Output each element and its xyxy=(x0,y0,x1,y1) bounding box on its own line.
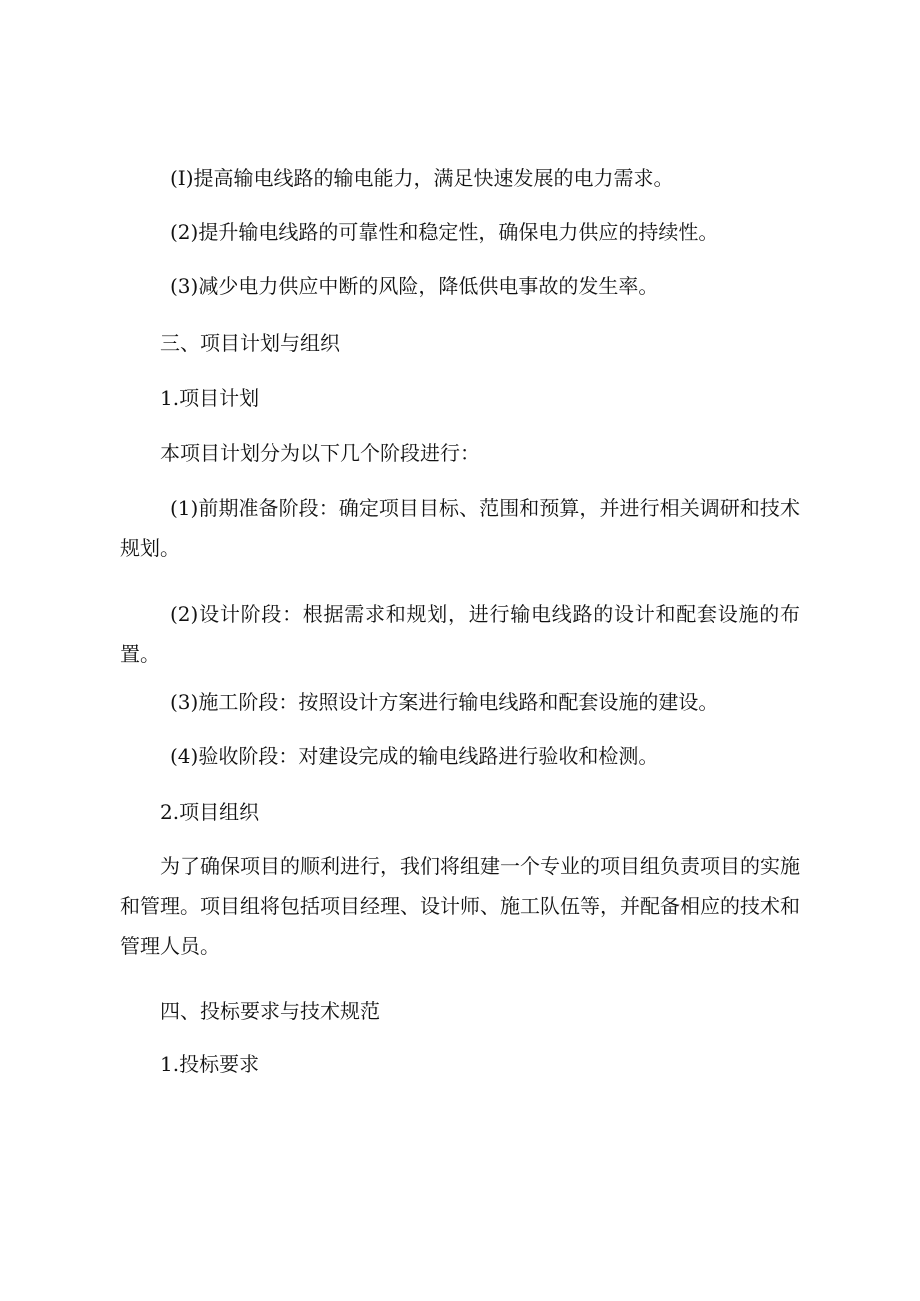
phase-item-2: (2)设计阶段：根据需求和规划，进行输电线路的设计和配套设施的布置。 xyxy=(120,602,800,666)
phase-item-3: (3)施工阶段：按照设计方案进行输电线路和配套设施的建设。 xyxy=(170,690,719,714)
section-heading-3: 三、项目计划与组织 xyxy=(160,331,340,355)
phase-item-4: (4)验收阶段：对建设完成的输电线路进行验收和检测。 xyxy=(170,744,659,768)
plan-intro: 本项目计划分为以下几个阶段进行： xyxy=(160,441,480,465)
objective-item-1: (I)提高输电线路的输电能力，满足快速发展的电力需求。 xyxy=(170,166,674,190)
subsection-heading-project-plan: 1.项目计划 xyxy=(160,386,260,410)
org-paragraph: 为了确保项目的顺利进行，我们将组建一个专业的项目组负责项目的实施和管理。项目组将包括项目经理、设计师、施工队伍等，并配备相应的技术和管理人员。 xyxy=(120,854,800,958)
phase-item-1: (1)前期准备阶段：确定项目目标、范围和预算，并进行相关调研和技术规划。 xyxy=(120,496,800,560)
section-heading-4: 四、投标要求与技术规范 xyxy=(160,999,380,1023)
objective-item-3: (3)减少电力供应中断的风险，降低供电事故的发生率。 xyxy=(170,274,659,298)
subsection-heading-project-org: 2.项目组织 xyxy=(160,800,260,824)
subsection-heading-bid-requirements: 1.投标要求 xyxy=(160,1052,260,1076)
objective-item-2: (2)提升输电线路的可靠性和稳定性，确保电力供应的持续性。 xyxy=(170,220,719,244)
